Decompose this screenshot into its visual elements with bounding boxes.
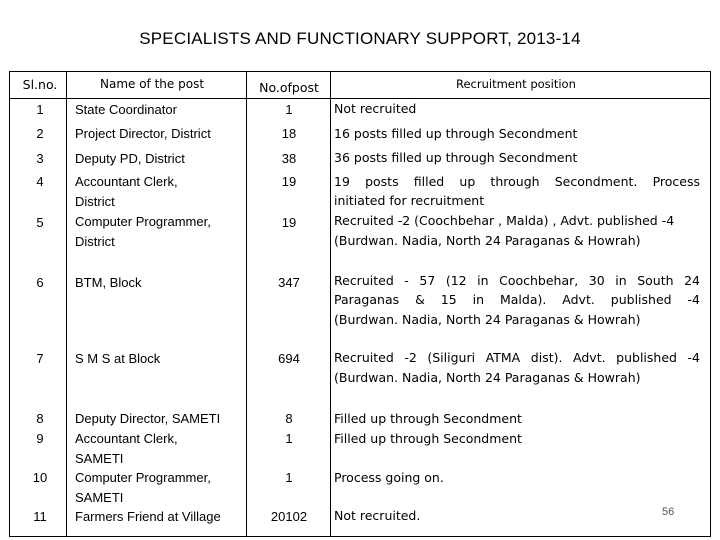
post-name: Deputy PD, District	[75, 151, 185, 166]
recruitment-status-line: Paraganas & 15 in Malda). Advt. published -4	[334, 292, 700, 307]
post-name: Project Director, District	[75, 126, 211, 141]
recruitment-status: Recruited -2 (Coochbehar , Malda) , Advt. published -4	[334, 213, 675, 228]
post-name: Accountant Clerk,	[75, 174, 178, 189]
post-count: 19	[281, 174, 297, 189]
post-name: State Coordinator	[75, 102, 177, 117]
recruitment-status-line: (Burdwan. Nadia, North 24 Paraganas & Howrah)	[334, 370, 641, 385]
sl-no: 9	[36, 431, 44, 446]
sl-no: 2	[36, 126, 44, 141]
post-count: 1	[285, 431, 293, 446]
recruitment-status: Process going on.	[334, 470, 444, 485]
recruitment-status-line: (Burdwan. Nadia, North 24 Paraganas & Howrah)	[334, 312, 641, 327]
sl-no: 8	[36, 411, 44, 426]
post-name-line: SAMETI	[75, 451, 124, 466]
recruitment-status: 36 posts filled up through Secondment	[334, 150, 578, 165]
sl-no: 4	[36, 174, 44, 189]
header-post: Name of the post	[100, 77, 205, 91]
recruitment-status: Filled up through Secondment	[334, 431, 522, 446]
recruitment-status: 19 posts filled up through Secondment. Process	[334, 174, 700, 189]
post-count: 19	[281, 215, 297, 230]
header-count: No.ofpost	[259, 80, 319, 95]
post-count: 1	[285, 102, 293, 117]
header-recruitment: Recruitment position	[456, 77, 576, 91]
sl-no: 6	[36, 275, 44, 290]
post-count: 20102	[270, 509, 308, 524]
post-count: 1	[285, 470, 293, 485]
recruitment-status: Recruited - 57 (12 in Coochbehar, 30 in South 24	[334, 273, 700, 288]
post-count: 38	[281, 151, 297, 166]
recruitment-status: Recruited -2 (Siliguri ATMA dist). Advt. published -4	[334, 350, 700, 365]
recruitment-status-line: initiated for recruitment	[334, 193, 485, 208]
page-number: 56	[662, 506, 675, 518]
recruitment-status-line: (Burdwan. Nadia, North 24 Paraganas & Howrah)	[334, 233, 641, 248]
sl-no: 10	[32, 470, 48, 485]
recruitment-status: Filled up through Secondment	[334, 411, 522, 426]
post-name: S M S at Block	[75, 351, 161, 366]
post-name-line: District	[75, 194, 115, 209]
header-sl: Sl.no.	[22, 77, 58, 92]
post-count: 18	[281, 126, 297, 141]
post-name: Accountant Clerk,	[75, 431, 178, 446]
sl-no: 1	[36, 102, 44, 117]
recruitment-status: 16 posts filled up through Secondment	[334, 126, 578, 141]
post-count: 347	[278, 275, 300, 290]
recruitment-status: Not recruited	[334, 101, 417, 116]
sl-no: 7	[36, 351, 44, 366]
post-count: 694	[278, 351, 300, 366]
recruitment-status: Not recruited.	[334, 508, 421, 523]
page-title: SPECIALISTS AND FUNCTIONARY SUPPORT, 2013-14	[139, 29, 581, 48]
post-name-line: District	[75, 234, 115, 249]
post-name: Deputy Director, SAMETI	[75, 411, 221, 426]
sl-no: 11	[33, 509, 47, 524]
post-name: Computer Programmer,	[75, 470, 211, 485]
sl-no: 3	[36, 151, 44, 166]
post-count: 8	[285, 411, 293, 426]
post-name: BTM, Block	[75, 275, 142, 290]
post-name: Farmers Friend at Village	[75, 509, 221, 524]
sl-no: 5	[36, 215, 44, 230]
post-name-line: SAMETI	[75, 490, 124, 505]
post-name: Computer Programmer,	[75, 214, 211, 229]
